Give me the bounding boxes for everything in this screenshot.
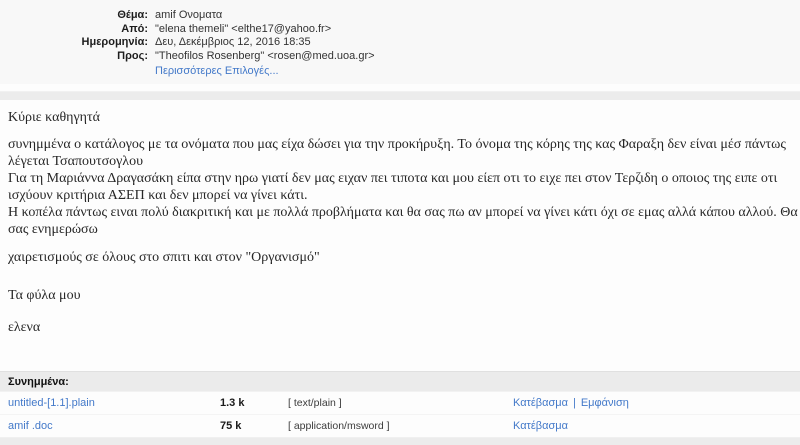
action-separator: |	[572, 397, 576, 409]
header-row-from	[0, 23, 800, 37]
options-spacer	[0, 64, 148, 78]
attachment-actions	[513, 420, 800, 432]
subject-value: amif Ονοματα	[155, 9, 223, 21]
view-link[interactable]: Εμφάνιση	[580, 397, 629, 409]
attachment-row	[0, 414, 800, 436]
attachments-section	[0, 371, 800, 436]
date-label: Ημερομηνία:	[81, 36, 148, 48]
body-line: Τα φύλα μου	[8, 288, 81, 303]
body-line: ελενα	[8, 320, 41, 335]
body-line: χαιρετισμούς σε όλους στο σπιτι και στον "Οργανισμό"	[8, 250, 320, 265]
header-row-date	[0, 36, 800, 50]
body-line: συνημμένα ο κατάλογος με τα ονόματα που μας είχα δώσει για την προκήρυξη. Το όνομα της κόρης της κας Φαραξη δεν είναι μέσ πάντως	[8, 137, 786, 152]
to-value: "Theofilos Rosenberg" <rosen@med.uoa.gr>	[155, 49, 375, 62]
more-options-link[interactable]: Περισσότερες Επιλογές...	[155, 65, 279, 77]
body-line: Για τη Μαριάννα Δραγασάκη είπα στην ηρω γιατί δεν μας ειχαν πει τιποτα και μου είεπ οτι το ειχε πει στον Τερζιδη ο οποιος της ειπε οτι	[8, 171, 778, 186]
to-label: Προς:	[117, 49, 148, 62]
header-row-options	[0, 64, 800, 78]
date-value: Δευ, Δεκέμβριος 12, 2016 18:35	[155, 36, 311, 48]
body-line: Η κοπέλα πάντως ειναι πολύ διακριτική και με πολλά προβλήματα και θα σας πω αν μπορεί να γίνει κάτι όχι σε εμας αλλά κάπου αλλού. Θα	[8, 205, 798, 220]
attachment-row	[0, 392, 800, 414]
from-value: "elena themeli" <elthe17@yahoo.fr>	[155, 22, 332, 35]
body-line: Κύριε καθηγητά	[8, 110, 100, 125]
attachments-title-band	[0, 371, 800, 392]
attachment-file-type: [ text/plain ]	[288, 397, 342, 409]
download-link[interactable]: Κατέβασμα	[513, 419, 568, 432]
attachments-title: Συνημμένα:	[8, 375, 69, 388]
body-line: λέγεται Τσαπουτσογλου	[8, 154, 144, 169]
attachment-file-size: 1.3 k	[220, 397, 245, 409]
email-header	[0, 0, 800, 84]
download-link[interactable]: Κατέβασμα	[513, 397, 568, 409]
body-line: σας ενημερώσω	[8, 222, 98, 237]
attachment-file-type: [ application/msword ]	[288, 419, 390, 432]
from-label: Από:	[121, 22, 148, 35]
header-body-separator	[0, 91, 800, 100]
subject-label: Θέμα:	[117, 9, 148, 21]
attachment-file-size: 75 k	[220, 419, 242, 432]
email-body	[0, 100, 800, 336]
header-row-to	[0, 50, 800, 64]
body-line: ισχύουν κριτήρια ΑΣΕΠ και δεν μπορεί να γίνει κάτι.	[8, 188, 308, 203]
attachment-actions	[513, 397, 800, 409]
header-row-subject	[0, 9, 800, 23]
bottom-separator-band	[0, 437, 800, 445]
attachment-file-link[interactable]: amif .doc	[8, 419, 53, 432]
attachment-file-link[interactable]: untitled-[1.1].plain	[8, 397, 95, 409]
